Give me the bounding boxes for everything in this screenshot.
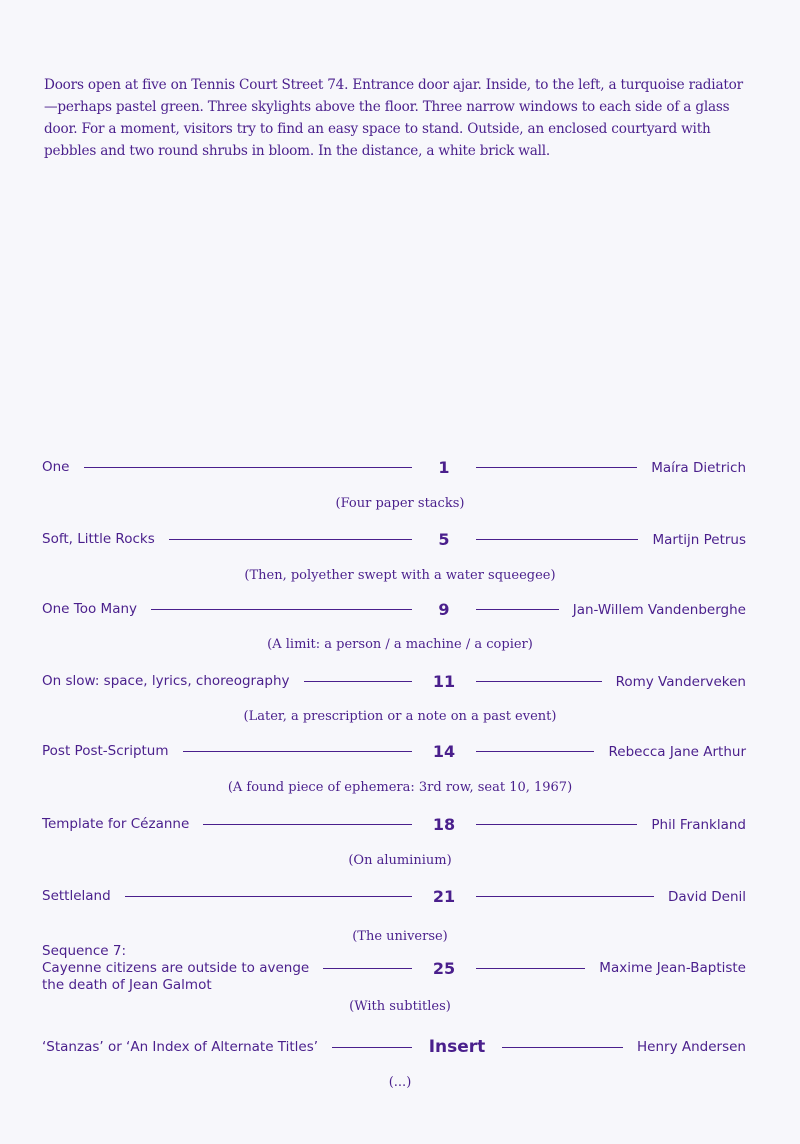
leader-rule xyxy=(84,467,413,468)
entry-title: Template for Cézanne xyxy=(42,816,190,832)
entry-note: (A found piece of ephemera: 3rd row, seat 10, 1967) xyxy=(227,780,573,795)
entry-number: 14 xyxy=(432,742,456,761)
entry-author: Maxime Jean-Baptiste xyxy=(599,960,746,976)
entry-author: Phil Frankland xyxy=(651,816,746,833)
leader-rule xyxy=(476,681,602,682)
entry-title: One Too Many xyxy=(42,601,138,617)
leader-rule xyxy=(476,824,637,825)
leader-rule xyxy=(476,751,594,752)
entry-title: Post Post-Scriptum xyxy=(42,743,169,759)
leader-rule xyxy=(169,539,412,540)
toc-entry xyxy=(42,530,746,549)
entry-title: Settleland xyxy=(42,888,111,904)
leader-rule xyxy=(476,467,637,468)
leader-rule xyxy=(476,896,654,897)
toc-entry xyxy=(42,942,746,994)
intro-paragraph: Doors open at five on Tennis Court Street 74. Entrance door ajar. Inside, to the left, a turquoise radiator—perhaps pastel green. Three skylights above the floor. Three narrow windows to each side of a glass door. For a moment, visitors try to find an easy space to stand. Outside, an enclosed courtyard with pebbles and two round shrubs in bloom. In the distance, a white brick wall. xyxy=(44,77,743,159)
entry-note: (With subtitles) xyxy=(349,999,451,1014)
leader-rule xyxy=(476,539,638,540)
leader-rule xyxy=(304,681,413,682)
leader-rule xyxy=(323,968,412,969)
entry-author: Jan-Willem Vandenberghe xyxy=(572,601,746,618)
entry-number: 11 xyxy=(432,672,456,691)
leader-rule xyxy=(502,1047,623,1048)
entry-author: Henry Andersen xyxy=(637,1039,746,1055)
entry-number: Insert xyxy=(428,1037,486,1057)
toc-entry xyxy=(42,742,746,761)
leader-rule xyxy=(476,609,559,610)
leader-rule xyxy=(203,824,412,825)
entry-number: 1 xyxy=(438,458,450,477)
entry-number: 9 xyxy=(438,600,450,619)
leader-rule xyxy=(151,609,412,610)
entry-note: (...) xyxy=(388,1075,412,1090)
toc-entry xyxy=(42,600,746,619)
entry-number: 5 xyxy=(438,530,450,549)
entry-title: On slow: space, lyrics, choreography xyxy=(42,673,290,689)
entry-note: (Four paper stacks) xyxy=(335,496,465,511)
entry-number: 25 xyxy=(432,958,456,978)
leader-rule xyxy=(183,751,412,752)
entry-author: David Denil xyxy=(667,888,746,905)
entry-title: Soft, Little Rocks xyxy=(42,531,155,547)
leader-rule xyxy=(476,968,585,969)
entry-note: (Then, polyether swept with a water squeegee) xyxy=(244,568,556,583)
entry-note: (On aluminium) xyxy=(348,853,452,868)
leader-rule xyxy=(125,896,412,897)
toc-entry xyxy=(42,815,746,834)
entry-title: ‘Stanzas’ or ‘An Index of Alternate Titles’ xyxy=(42,1038,319,1055)
entry-number: 18 xyxy=(432,815,456,834)
entry-number: 21 xyxy=(432,887,456,906)
entry-note: (Later, a prescription or a note on a past event) xyxy=(243,709,557,724)
entry-note: (A limit: a person / a machine / a copier) xyxy=(267,637,533,652)
entry-author: Maíra Dietrich xyxy=(651,459,746,476)
toc-entry xyxy=(42,887,746,906)
entry-author: Rebecca Jane Arthur xyxy=(608,743,746,760)
leader-rule xyxy=(332,1047,412,1048)
entry-author: Romy Vanderveken xyxy=(615,673,746,690)
toc-entry xyxy=(42,672,746,691)
entry-title: One xyxy=(42,459,70,475)
toc-entry xyxy=(42,458,746,477)
toc-entry xyxy=(42,1037,746,1057)
entry-note: (The universe) xyxy=(352,929,448,944)
entry-title: Sequence 7: Cayenne citizens are outside to avenge the death of Jean Galmot xyxy=(42,942,310,993)
entry-author: Martijn Petrus xyxy=(652,531,746,548)
